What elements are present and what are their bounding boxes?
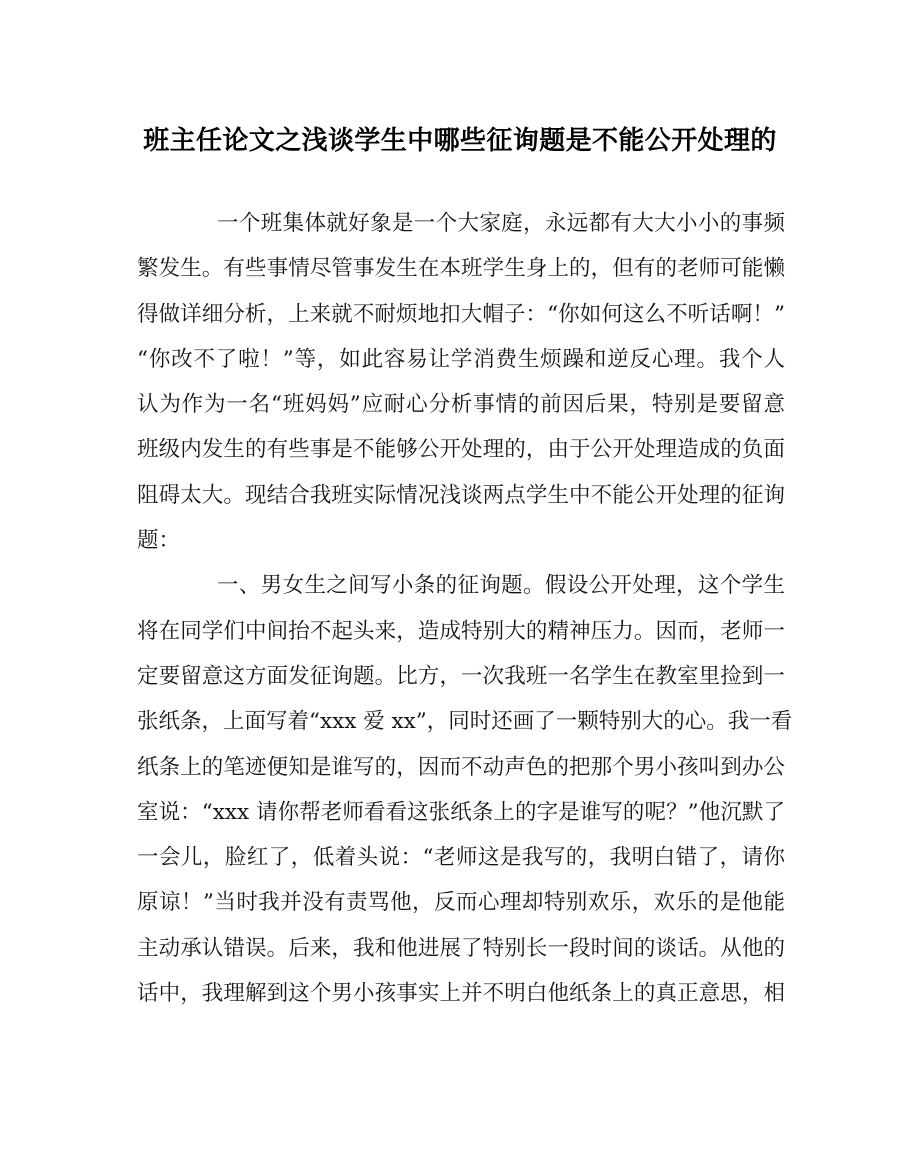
text-line: 话中，我理解到这个男小孩事实上并不明白他纸条上的真正意思，相 (137, 981, 785, 1007)
text-line: 繁发生。有些事情尽管事发生在本班学生身上的，但有的老师可能懒 (137, 256, 785, 282)
text-line: 班级内发生的有些事是不能够公开处理的，由于公开处理造成的负面 (137, 437, 785, 463)
paragraph-1 (137, 201, 785, 563)
text-line: “你改不了啦！”等，如此容易让学消费生烦躁和逆反心理。我个人 (137, 346, 785, 372)
paragraph-2 (137, 563, 793, 1016)
text-line: 阻碍太大。现结合我班实际情况浅谈两点学生中不能公开处理的征询 (137, 482, 785, 508)
text-line: 张纸条，上面写着“xxx 爱 xx”，同时还画了一颗特别大的心。我一看 (137, 709, 793, 735)
text-line: 定要留意这方面发征询题。比方，一次我班一名学生在教室里捡到一 (137, 663, 785, 689)
text-line: 认为作为一名“班妈妈”应耐心分析事情的前因后果，特别是要留意 (137, 392, 785, 418)
text-line: 一会儿，脸红了，低着头说：“老师这是我写的，我明白错了，请你 (137, 845, 785, 871)
text-line: 室说：“xxx 请你帮老师看看这张纸条上的字是谁写的呢？”他沉默了 (137, 799, 785, 825)
document-title: 班主任论文之浅谈学生中哪些征询题是不能公开处理的 (143, 126, 777, 156)
document-body (137, 201, 793, 1016)
text-line: 题： (137, 528, 181, 554)
text-line: 得做详细分析，上来就不耐烦地扣大帽子：“你如何这么不听话啊！” (137, 301, 785, 327)
text-line: 原谅！”当时我并没有责骂他，反而心理却特别欢乐，欢乐的是他能 (137, 890, 785, 916)
text-line: 将在同学们中间抬不起头来，造成特别大的精神压力。因而，老师一 (137, 618, 785, 644)
text-line: 纸条上的笔迹便知是谁写的，因而不动声色的把那个男小孩叫到办公 (137, 754, 785, 780)
text-line: 主动承认错误。后来，我和他进展了特别长一段时间的谈话。从他的 (137, 935, 785, 961)
text-line: 一、男女生之间写小条的征询题。假设公开处理，这个学生 (217, 573, 785, 599)
text-line: 一个班集体就好象是一个大家庭，永远都有大大小小的事频 (217, 211, 785, 236)
